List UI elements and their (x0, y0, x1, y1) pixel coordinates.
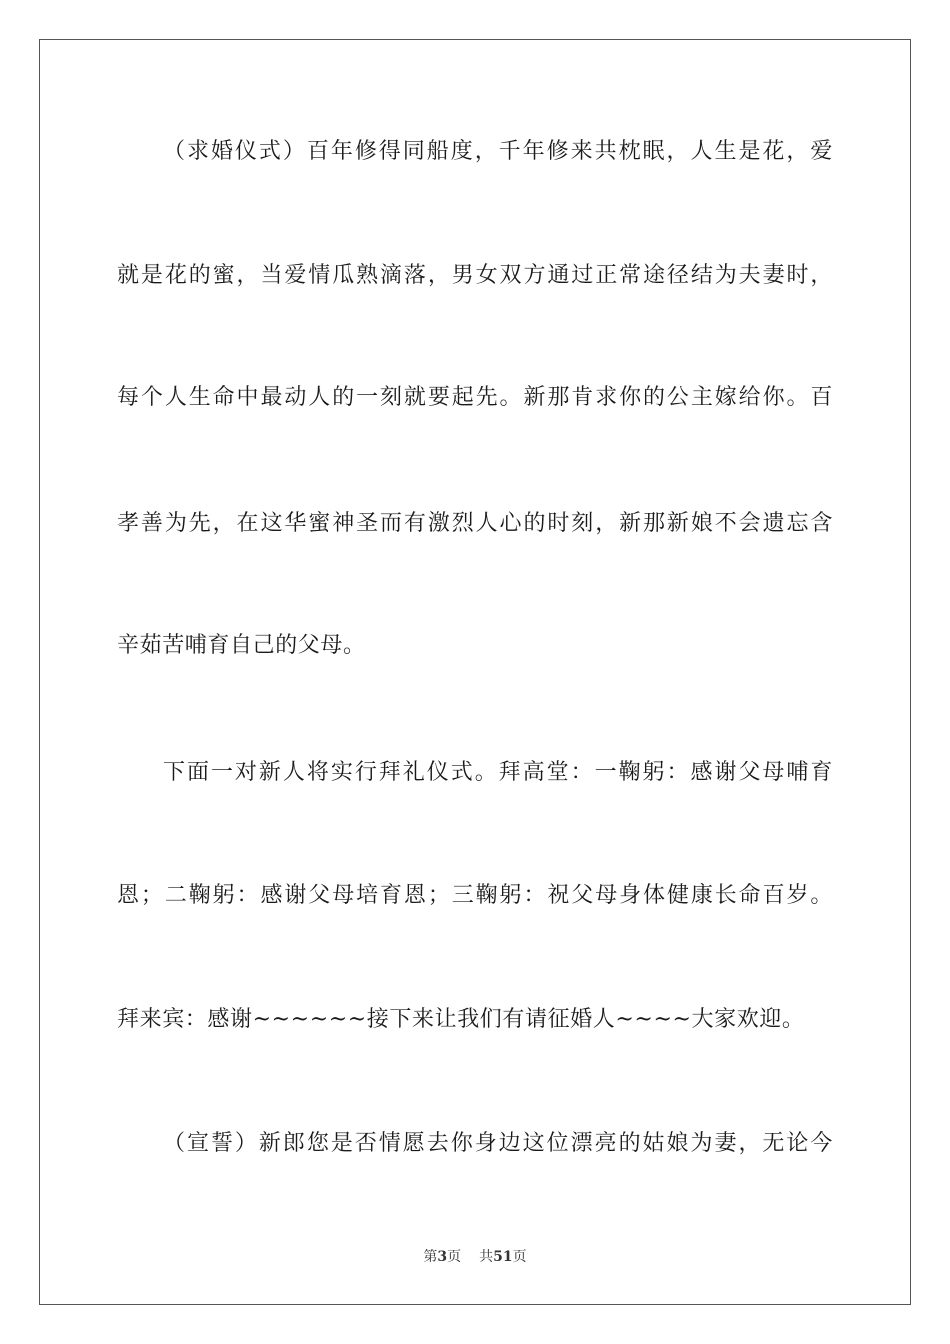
page-footer (0, 1248, 950, 1266)
total-pages: 51 (493, 1249, 513, 1265)
total-suffix: 页 (512, 1249, 527, 1265)
paragraph-line: 下面一对新人将实行拜礼仪式。拜高堂：一鞠躬：感谢父母哺育 (163, 760, 833, 785)
paragraph-line: 孝善为先，在这华蜜神圣而有激烈人心的时刻，新那新娘不会遗忘含 (117, 511, 833, 536)
page-prefix: 第 (423, 1249, 438, 1265)
total-prefix: 共 (479, 1249, 494, 1265)
paragraph-line: 拜来宾：感谢~~~~~~接下来让我们有请征婚人~~~~大家欢迎。 (117, 1007, 805, 1032)
paragraph-line: 恩；二鞠躬：感谢父母培育恩；三鞠躬：祝父母身体健康长命百岁。 (117, 883, 833, 908)
paragraph-line: （宣誓）新郎您是否情愿去你身边这位漂亮的姑娘为妻，无论今 (163, 1131, 833, 1156)
page-suffix: 页 (447, 1249, 462, 1265)
page-number: 3 (437, 1249, 448, 1265)
page-border (39, 39, 911, 1305)
paragraph-line: 辛茹苦哺育自己的父母。 (117, 633, 366, 658)
paragraph-line: 每个人生命中最动人的一刻就要起先。新那肯求你的公主嫁给你。百 (117, 385, 833, 410)
paragraph-line: （求婚仪式）百年修得同船度，千年修来共枕眠，人生是花，爱 (163, 139, 833, 164)
paragraph-line: 就是花的蜜，当爱情瓜熟滴落，男女双方通过正常途径结为夫妻时， (117, 263, 833, 288)
